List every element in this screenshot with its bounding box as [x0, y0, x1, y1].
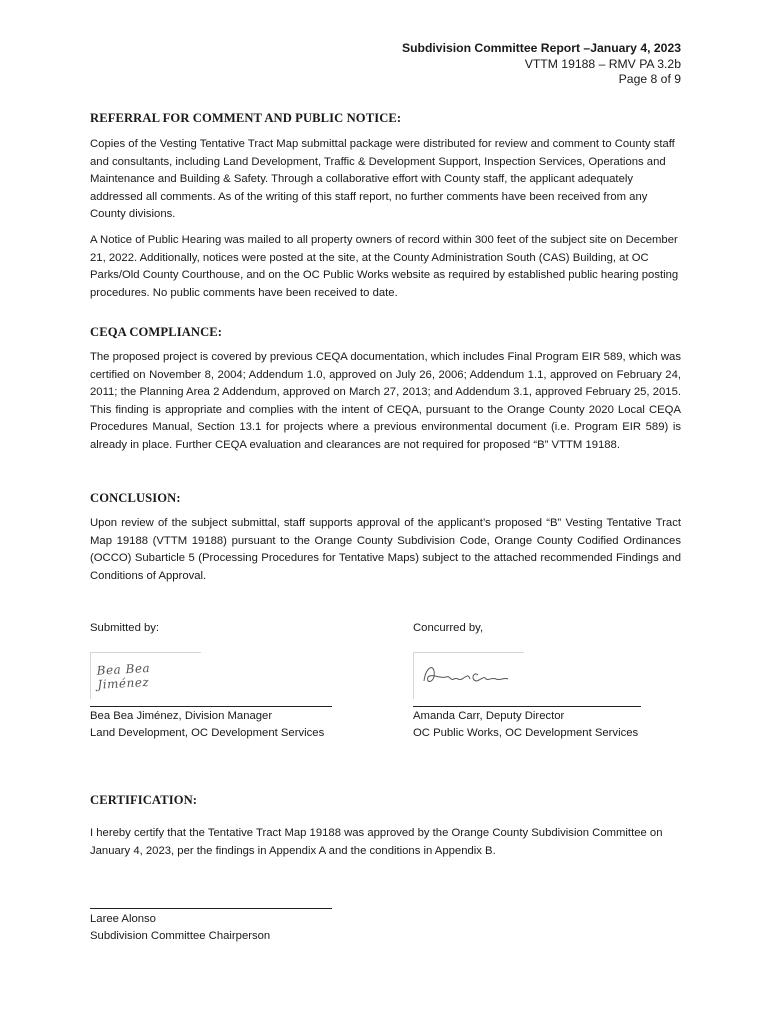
report-title: Subdivision Committee Report –January 4, 2023: [401, 41, 681, 55]
page-header: [402, 41, 681, 88]
conclusion-heading: CONCLUSION:: [90, 491, 181, 505]
submitted-signature-line: [90, 706, 332, 707]
chairperson-signature-line: [90, 908, 332, 909]
concurred-signature-line: [413, 706, 641, 707]
ceqa-paragraph: The proposed project is covered by previous CEQA documentation, which includes Final Program EIR 589, which was certified on November 8, 2004; Addendum 1.0, approved on July 26, 2006; Addendum 1.1, approved on February 24, 2011; the Planning Area 2 Addendum, approved on March 27, 2013; and Addendum 3.1, approved February 25, 2015. This finding is appropriate and complies with the intent of CEQA, pursuant to the Orange County 2020 Local CEQA Procedures Manual, Section 13.1 for projects where a previous environmental document (i.e. Program EIR 589) is already in place. Further CEQA evaluation and clearances are not required for proposed “B” VTTM 19188.: [90, 351, 681, 451]
ceqa-heading: CEQA COMPLIANCE:: [90, 325, 223, 339]
concurred-by-label: Concurred by,: [413, 622, 484, 634]
certification-heading: CERTIFICATION:: [90, 793, 198, 807]
submitted-signature-image: [90, 652, 201, 699]
concurred-org: OC Public Works, OC Development Services: [413, 727, 639, 739]
page-number: Page 8 of 9: [618, 72, 681, 86]
concurred-name: Amanda Carr, Deputy Director: [413, 710, 565, 722]
referral-paragraph-2: A Notice of Public Hearing was mailed to all property owners of record within 300 feet of the subject site on December 21, 2022. Additionally, notices were posted at the site, at the County Administration South (CAS) Building, at OC Parks/Old County Courthouse, and on the OC Public Works website as required by established public hearing posting procedures. No public comments have been received to date.: [90, 234, 679, 299]
submitted-by-label: Submitted by:: [90, 622, 160, 634]
submitted-name: Bea Bea Jiménez, Division Manager: [90, 710, 273, 722]
referral-paragraph-1: Copies of the Vesting Tentative Tract Map submittal package were distributed for review and comment to County staff and consultants, including Land Development, Traffic & Development Support, Inspection Services, Operations and Maintenance and Building & Safety. Through a collaborative effort with County staff, the applicant adequately addressed all comments. As of the writing of this staff report, no further comments have been received from any County divisions.: [90, 138, 675, 221]
submitted-signature-scrawl: Bea Bea Jiménez: [96, 660, 151, 692]
concurred-signature-scrawl-svg: [414, 653, 524, 699]
report-subtitle: VTTM 19188 – RMV PA 3.2b: [524, 56, 681, 71]
referral-heading: REFERRAL FOR COMMENT AND PUBLIC NOTICE:: [90, 111, 402, 125]
chairperson-title: Subdivision Committee Chairperson: [90, 930, 271, 942]
conclusion-paragraph: Upon review of the subject submittal, staff supports approval of the applicant’s proposed “B” Vesting Tentative Tract Map 19188 (VTTM 19188) pursuant to the Orange County Subdivision Code, Orange County Codified Ordinances (OCCO) Subarticle 5 (Processing Procedures for Tentative Maps) subject to the attached recommended Findings and Conditions of Approval.: [90, 517, 681, 582]
submitted-org: Land Development, OC Development Services: [90, 727, 325, 739]
concurred-signature-stroke: [424, 668, 508, 682]
certification-paragraph: I hereby certify that the Tentative Tract Map 19188 was approved by the Orange County Subdivision Committee on January 4, 2023, per the findings in Appendix A and the conditions in Appendix B.: [90, 827, 663, 857]
chairperson-name: Laree Alonso: [90, 913, 156, 925]
concurred-signature-image: [413, 652, 524, 699]
